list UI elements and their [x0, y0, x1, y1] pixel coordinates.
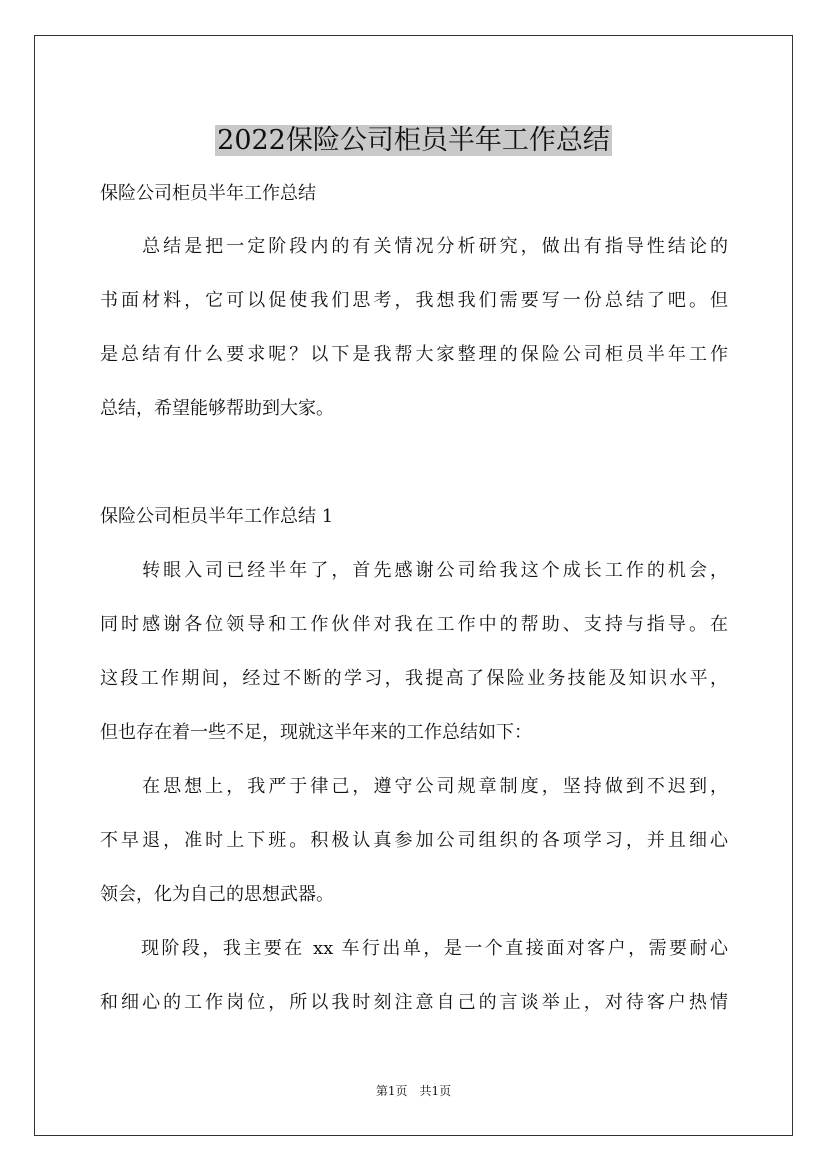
document-title: [0, 121, 827, 161]
paragraph-line: 和细心的工作岗位，所以我时刻注意自己的言谈举止，对待客户热情: [100, 992, 728, 1013]
paragraph-line: 这段工作期间，经过不断的学习，我提高了保险业务技能及知识水平，: [100, 668, 728, 689]
paragraph-line: 不早退，准时上下班。积极认真参加公司组织的各项学习，并且细心: [100, 830, 728, 851]
page-number: 第1页 共1页: [375, 1084, 452, 1098]
paragraph-line: 领会，化为自己的思想武器。: [100, 884, 334, 905]
paragraph-line: 是总结有什么要求呢？以下是我帮大家整理的保险公司柜员半年工作: [100, 344, 728, 365]
paragraph-line: 书面材料，它可以促使我们思考，我想我们需要写一份总结了吧。但: [100, 290, 728, 311]
document-title-text: 2022保险公司柜员半年工作总结: [217, 125, 610, 157]
paragraph-line: 总结，希望能够帮助到大家。: [100, 398, 334, 419]
paragraph-line: 在思想上，我严于律己，遵守公司规章制度，坚持做到不迟到，: [100, 776, 728, 797]
paragraph-line: 同时感谢各位领导和工作伙伴对我在工作中的帮助、支持与指导。在: [100, 614, 728, 635]
paragraph-line: 现阶段，我主要在 xx 车行出单，是一个直接面对客户，需要耐心: [100, 938, 728, 959]
paragraph-line: 总结是把一定阶段内的有关情况分析研究，做出有指导性结论的: [100, 236, 728, 257]
paragraph-line: 但也存在着一些不足，现就这半年来的工作总结如下：: [100, 722, 532, 743]
paragraph-line: 转眼入司已经半年了，首先感谢公司给我这个成长工作的机会，: [100, 560, 728, 581]
section-heading: 保险公司柜员半年工作总结 1: [100, 506, 334, 527]
section-heading: 保险公司柜员半年工作总结: [100, 183, 316, 204]
